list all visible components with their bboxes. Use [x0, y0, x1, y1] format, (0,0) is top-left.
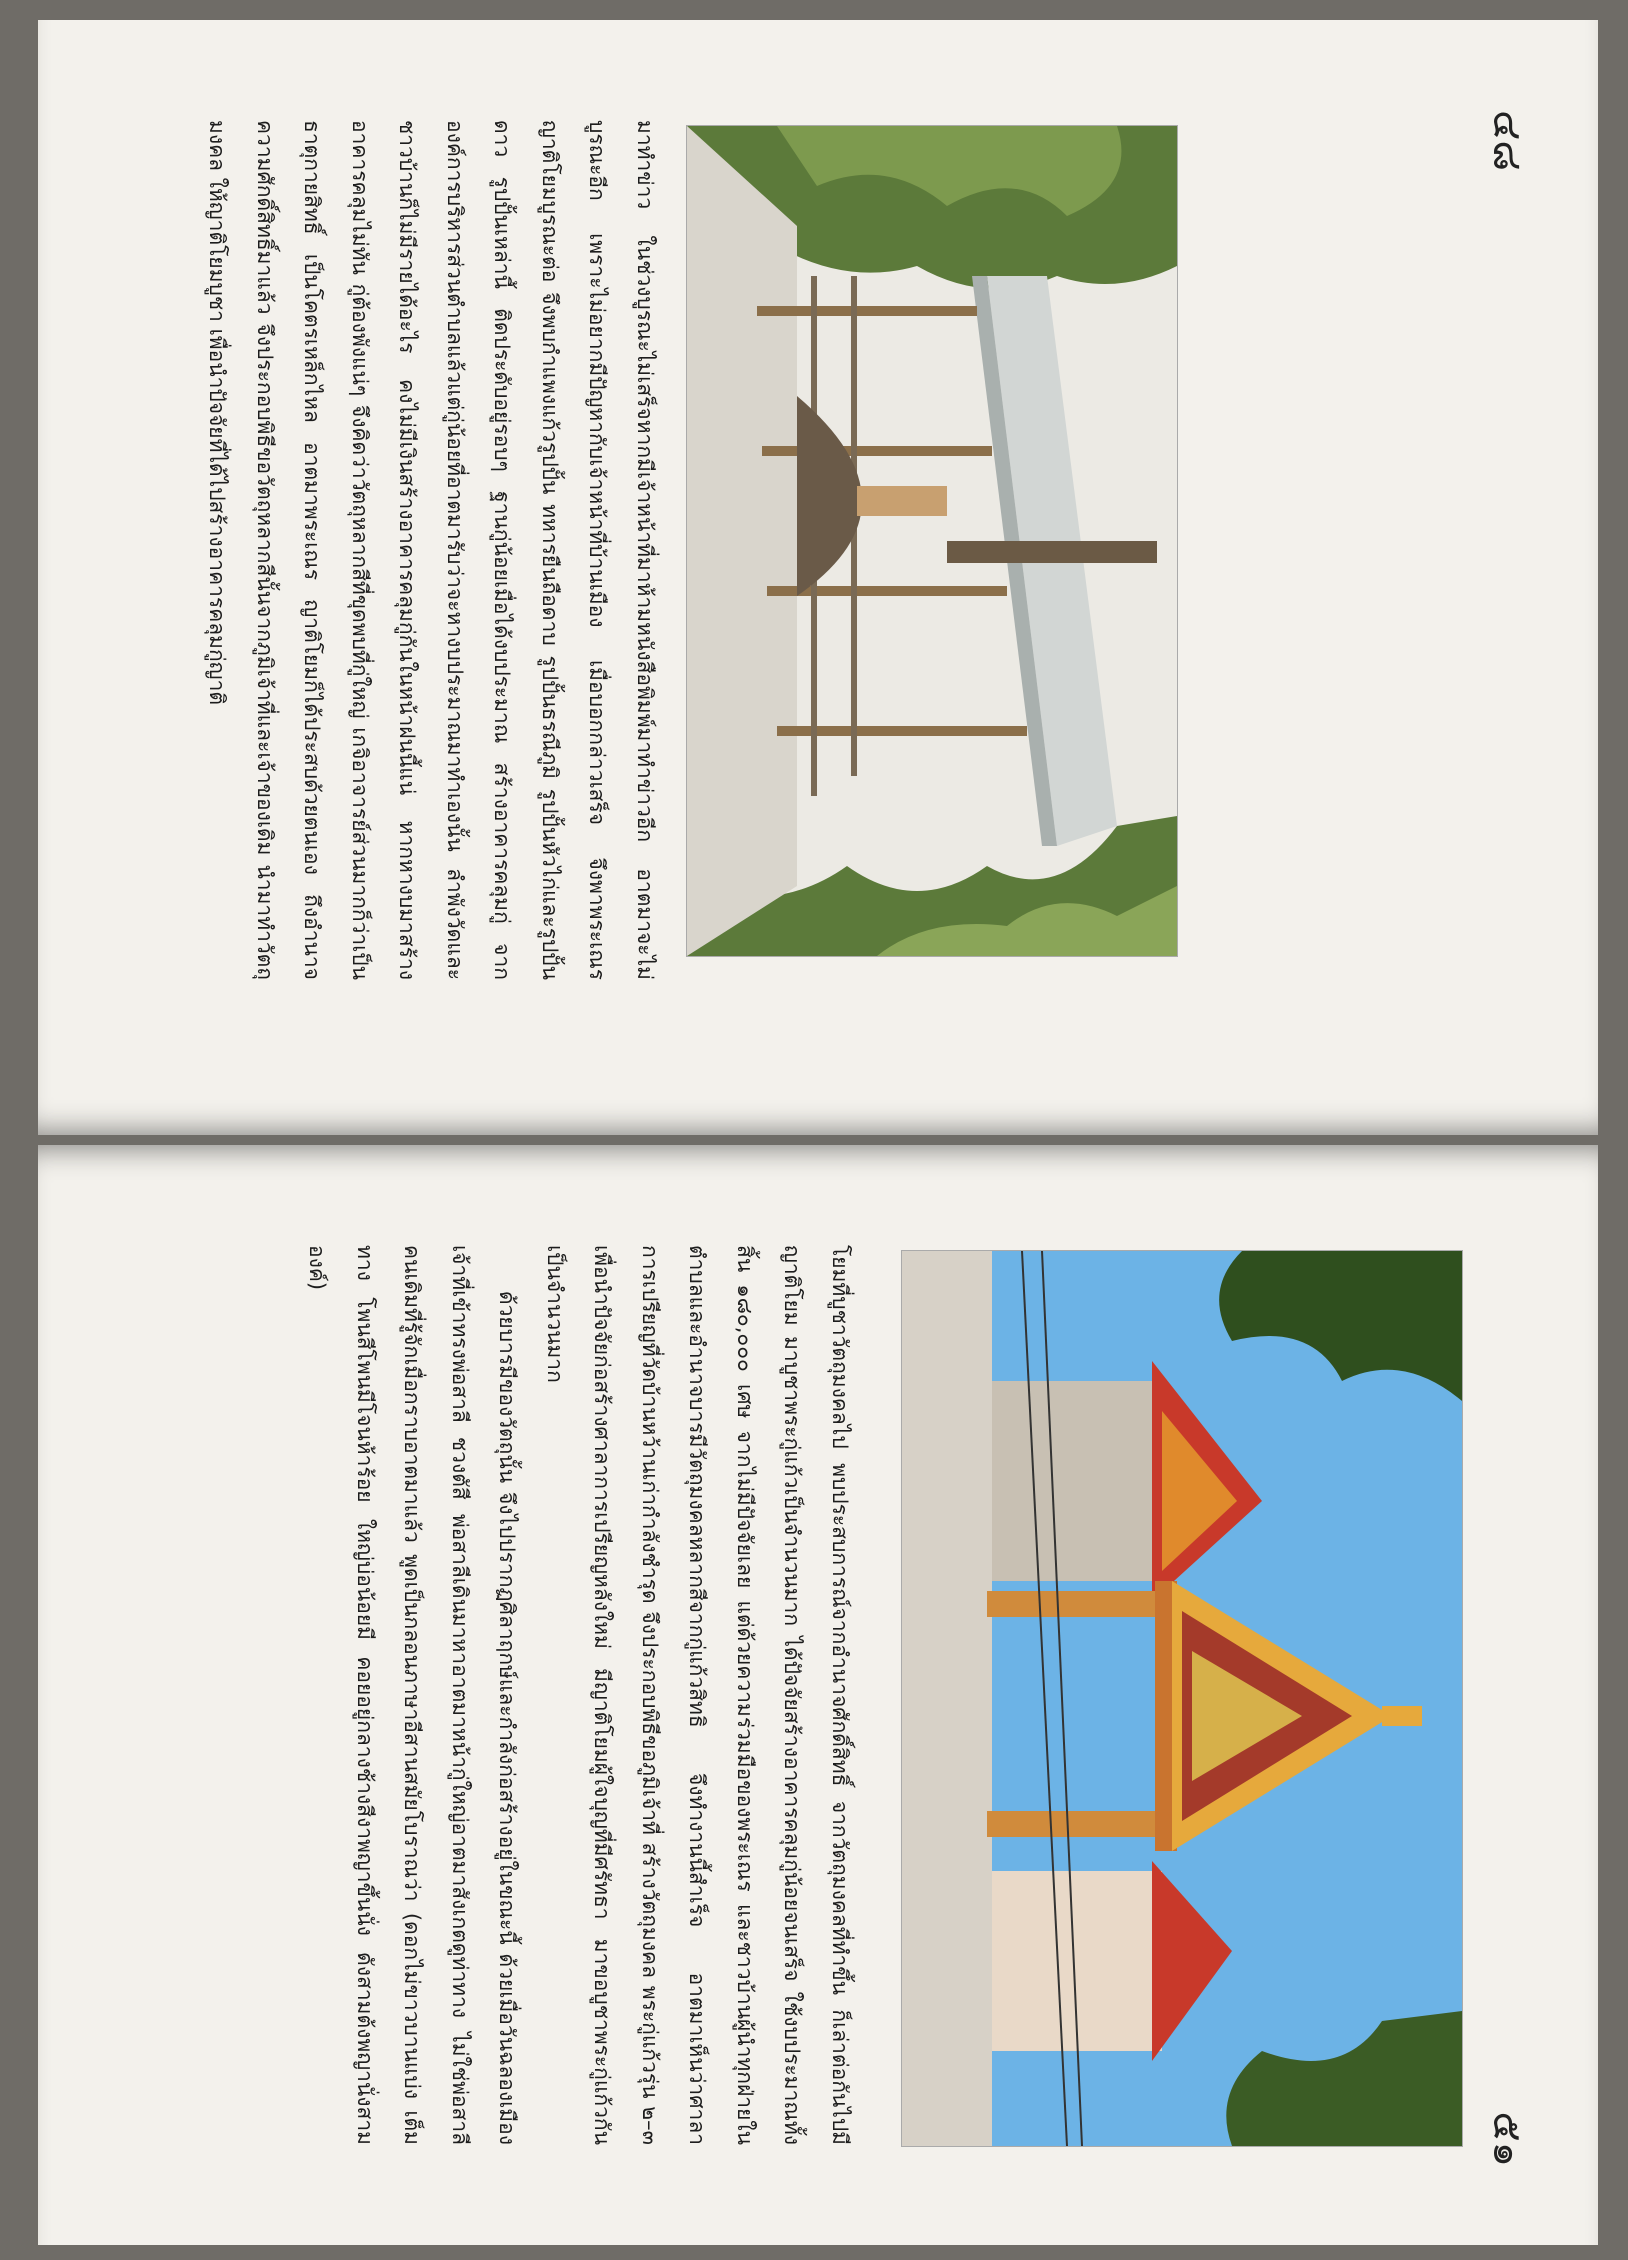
paragraph: มาทำข่าว ในช่วงบูรณะไม่เสร็จหากมีเจ้าหน้าที่มาห้ามหนังสือพิมพ์มาทำข่าวอีก อาตมาจะไม่บูรณะอีก เพราะไม่อยากมีปัญหากับเจ้าหน้าที่บ้านเมือง เมื่อบอกกล่าวเสร็จ จึงพาพระเณรญาติโยมบูรณะต่อ จึงพบกำแพงแก้วรูปปั้น ทหารยืนถือดาบ รูปปั้นธรณีภูมิ รูปปั้นหัวไก่และรูปปั้นดาว รูปปั้นเหล่านี้ ติดประดับอยู่รอบๆ ฐานกู่น้อยเมื่อได้งบประมาณ สร้างอาคารคลุมกู่ จากองค์การบริหารส่วนตำบลแล้วแต่กู่น้อยที่อาตมารับว่าจะหางบประมาณมาทำเองนั้น ลำพังวัดและชาวบ้านก็ไม่มีรายได้อะไร คงไม่มีเงินสร้างอาคารคลุมกู่กันในหน้าฝนนี้แน่ หากหางบมาสร้างอาคารคลุมไม่ทัน กู่ต้องพังแน่ๆ จึงคิดว่าวัตถุหลากสีที่ขุดพบที่กู่ใหญ่ เกจิอาจารย์ส่วนมากก็ว่าเป็นธาตุกายสิทธิ์ เป็นโคตรเหล็กไหล อาตมาพระเณร ญาติโยมก็ได้ประสบด้วยตนเอง ถึงอำนาจความศักดิ์สิทธิ์มาแล้ว จึงประกอบพิธีขอวัตถุหลากสีนั้นจากภูมิเจ้าที่และเจ้าของเดิม นำมาทำวัตถุมงคล ให้ญาติโยมบูชา เพื่อนำปัจจัยที่ได้ไปสร้างอาคารคลุมกู่ญาติ — [205, 120, 657, 980]
left-page-body — [193, 120, 668, 980]
page-number: ๔๘ — [1484, 110, 1530, 172]
temple-gate-photo — [901, 1250, 1463, 2147]
paragraph: ด้วยบารมีของวัตถุนั้น จึงไปปรากฏศิลาฤกษ์และกำลังก่อสร้างอยู่ในขณะนี้ ด้วยเมื่อวันฉลองเมืองเจ้าที่เข้าทรงพ่อสาลี ชวงตัสี พ่อสาลีเดินมาหาอาตมาหน้ากู่ใหญ่อาตมาสังเกตดูท่าทาง ไม่ใช่พ่อสาลีคนเดิมที่รู้จักเมื่อกราบอาตมาแล้ว พูดเป็นกลอนภาษาอีสานสมัยโบราณว่า (ดอกไม่ขาวบานแบ่ง เต็มทาง โพนสีโพนมีโจนห้าร้อย ใหญ่บ่อน้อยมี คอยอยู่กลางช้างสีงาพญาขึ้นนั่ง ดังสามต้งพญานั่งสามองค์) — [305, 1245, 520, 2145]
left-page — [38, 20, 1598, 1135]
shelter-over-ruin-photo — [686, 125, 1178, 957]
right-page — [38, 1145, 1598, 2245]
paragraph: โยมที่บูชาวัตถุมงคลไป พบประสบการณ์จากอำนาจศักดิ์สิทธิ์ จากวัตถุมงคลที่ทำขึ้น ก็เล่าต่อกันไปมีญาติโยม มาบูชาพระกู่แก้วเป็นจำนวนมาก ได้ปัจจัยสร้างอาคารคลุมกู่น้อยจนเสร็จ ใช้งบประมาณทั้งสิ้น ๑๘๐,๐๐๐ เศษ จากไม่มีปัจจัยเลย แต่ด้วยความร่วมมือของพระเณร และชาวบ้านผู้นำทุกฝ่ายในตำบลและอำนาจบารมีวัตถุมงคลหลากสีจากกู่แก้วสิทธิ จึงทำงานนี้สำเร็จ อาตมาเห็นว่าศาลาการเปรียญที่วัดบ้านหว้านเก่ากำลังชำรุด จึงประกอบพิธีขอภูมิเจ้าที่ สร้างวัตถุมงคล พระกู่แก้วรุ่น ๒–๓ เพื่อนำปัจจัยก่อสร้างศาลาการเปรียญหลังใหม่ มีญาติโยมผู้ใจบุญที่มีศรัทธา มาขอบูชาพระกู่แก้วกันเป็นจำนวนมาก — [543, 1245, 852, 2145]
right-page-body — [293, 1245, 863, 2145]
page-number: ๕๑ — [1484, 2111, 1530, 2167]
